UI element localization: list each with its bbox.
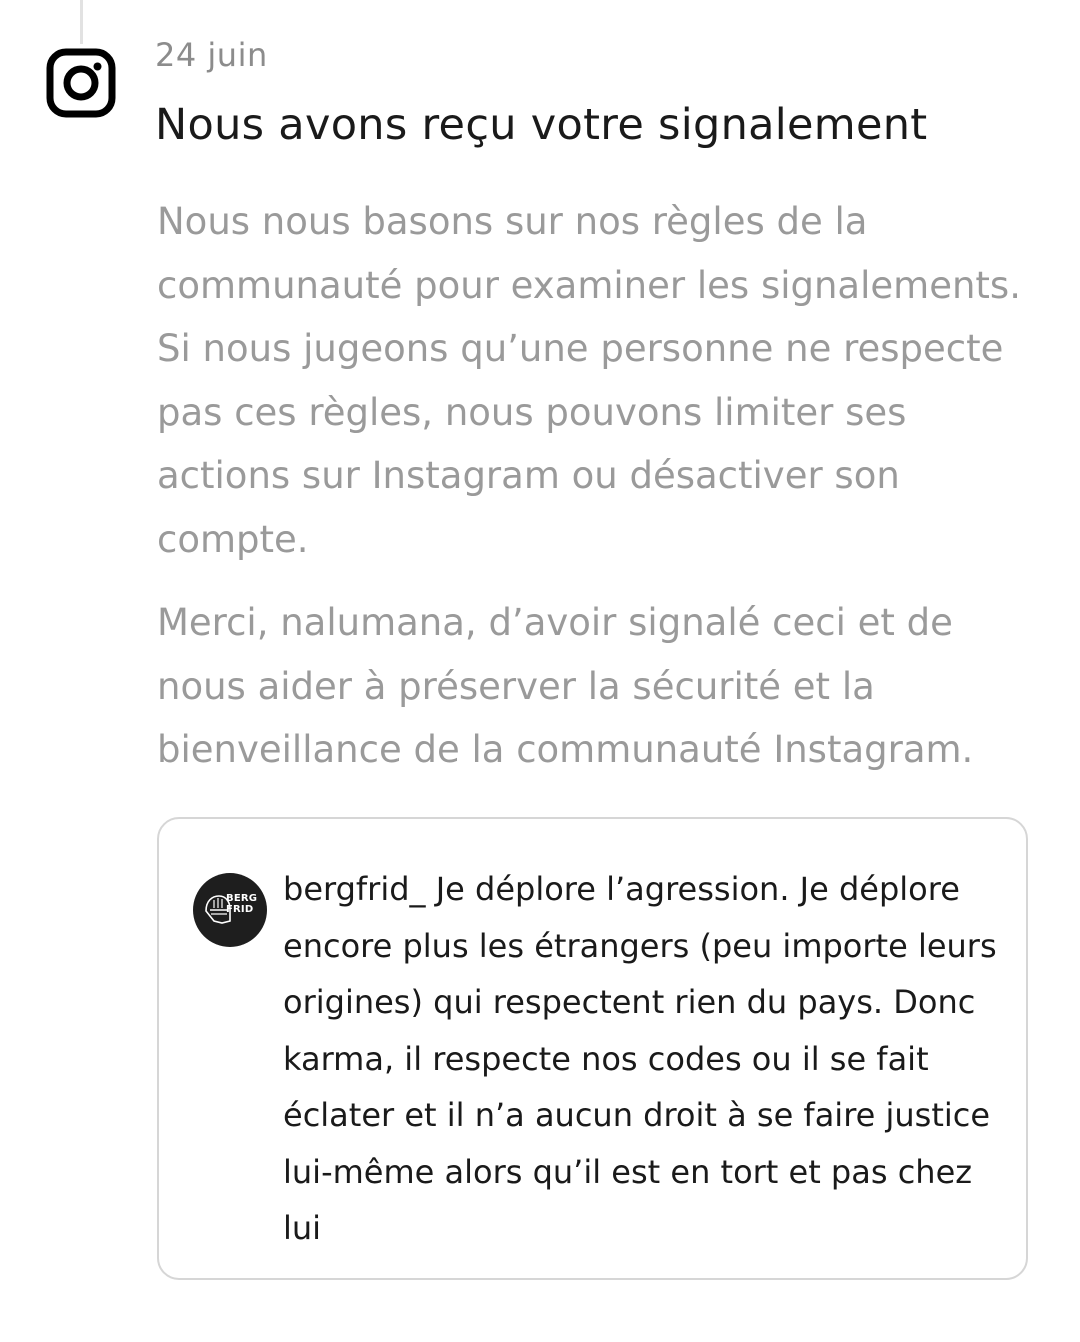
avatar-label: BERG FRID [226, 893, 258, 915]
instagram-icon [46, 48, 116, 118]
comment-username[interactable]: bergfrid_ [283, 870, 426, 908]
reported-comment [283, 861, 1003, 1257]
reported-comment-card[interactable] [157, 817, 1028, 1280]
avatar[interactable] [193, 873, 267, 947]
notification-body-paragraph: Nous nous basons sur nos règles de la communauté pour examiner les signalements. Si nous jugeons qu’une personne ne respecte pas ces règles, nous pouvons limiter ses actions sur Instagram ou désactiver son compte. [157, 200, 1021, 561]
notification-body-paragraph: Merci, nalumana, d’avoir signalé ceci et de nous aider à préserver la sécurité et la bienveillance de la communauté Instagram. [157, 601, 974, 771]
notification-title: Nous avons reçu votre signalement [155, 100, 928, 150]
notification-date: 24 juin [155, 36, 268, 74]
comment-text: Je déplore l’agression. Je déplore encore plus les étrangers (peu importe leurs origines) qui respectent rien du pays. Donc karma, il respecte nos codes ou il se fait éclater et il n’a aucun droit à se faire justice lui-même alors qu’il est en tort et pas chez lui [283, 870, 997, 1247]
timeline-connector [80, 0, 83, 44]
